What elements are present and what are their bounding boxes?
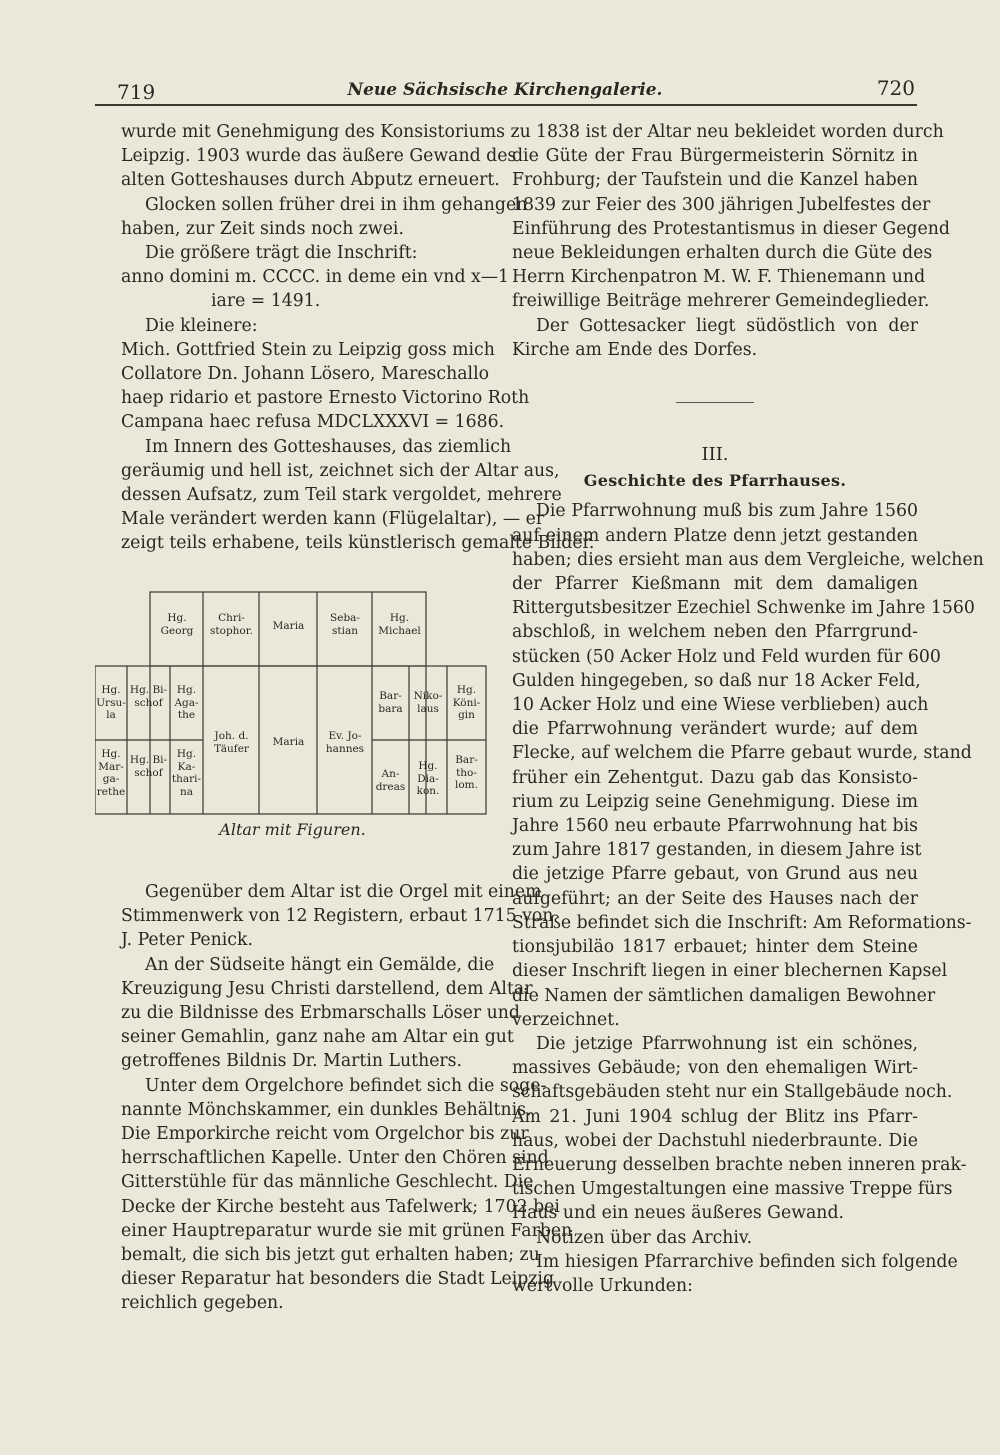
right-column — [512, 120, 984, 1298]
text-line: Im hiesigen Pfarrarchive befinden sich folgende — [536, 1251, 958, 1272]
page-number-right: 720 — [876, 76, 915, 100]
text-line: geräumig und hell ist, zeichnet sich der Altar aus, — [121, 460, 560, 481]
text-line: zeigt teils erhabene, teils künstlerisch gemalte Bilder. — [121, 533, 595, 554]
header-rule — [95, 104, 917, 106]
text-line: haben; dies ersieht man aus dem Vergleiche, welchen — [512, 549, 984, 570]
text-line: Leipzig. 1903 wurde das äußere Gewand des — [121, 146, 517, 167]
text-line: massives Gebäude; von den ehemaligen Wirt- — [512, 1058, 918, 1079]
text-line: freiwillige Beiträge mehrerer Gemeindeglieder. — [512, 291, 930, 312]
text-line: die jetzige Pfarre gebaut, von Grund aus neu — [512, 864, 918, 885]
paragraph-bells — [121, 193, 528, 241]
text-line: Campana haec refusa MDCLXXXVI = 1686. — [121, 412, 505, 433]
text-line: haben, zur Zeit sinds noch zwei. — [121, 218, 404, 239]
text-line: früher ein Zehentgut. Dazu gab das Konsisto- — [512, 767, 918, 788]
text-line: Frohburg; der Taufstein und die Kanzel haben — [512, 170, 918, 191]
altar-cell-bischof-2: Hg. Bi- schof — [129, 754, 168, 779]
text-line: nannte Mönchskammer, ein dunkles Behältnis. — [121, 1099, 532, 1120]
altar-cell-katharina: Hg. Ka- thari- na — [171, 748, 202, 798]
text-line: dieser Inschrift liegen in einer blechernen Kapsel — [512, 961, 948, 982]
text-line: auf einem andern Platze denn jetzt gestanden — [512, 525, 918, 546]
text-line: Gegenüber dem Altar ist die Orgel mit einem — [145, 882, 542, 902]
text-line: tionsjubiläo 1817 erbauet; hinter dem Steine — [512, 937, 918, 958]
page-number-left: 719 — [117, 80, 156, 104]
text-line: Mich. Gottfried Stein zu Leipzig goss mich — [121, 339, 495, 360]
text-line: die Namen der sämtlichen damaligen Bewohner — [512, 985, 936, 1006]
page-header — [95, 76, 915, 106]
text-line: Straße befindet sich die Inschrift: Am Reformations- — [512, 912, 972, 933]
text-line: Die kleinere: — [145, 315, 258, 336]
text-line: Gulden hingegeben, so daß nur 18 Acker Feld, — [512, 670, 921, 691]
altar-cell-sebastian: Seba- stian — [330, 612, 360, 637]
text-line: die Pfarrwohnung verändert wurde; auf dem — [512, 719, 918, 740]
text-line: Erneuerung desselben brachte neben inneren prak- — [512, 1154, 967, 1175]
altar-cell-diakon: Hg. Dia- kon. — [416, 760, 440, 797]
text-line: J. Peter Penick. — [121, 930, 253, 951]
text-line: seiner Gemahlin, ganz nahe am Altar ein gut — [121, 1027, 514, 1048]
paragraph-organ-loft — [121, 1074, 573, 1316]
text-line: herrschaftlichen Kapelle. Unter den Chören sind — [121, 1148, 549, 1169]
paragraph-consistory — [121, 120, 531, 193]
altar-cell-maria-top: Maria — [272, 620, 305, 632]
altar-cell-barbara: Bar- bara — [378, 690, 403, 715]
text-line: Notizen über das Archiv. — [536, 1227, 753, 1248]
text-line: iare = 1491. — [211, 291, 321, 312]
text-line: getroffenes Bildnis Dr. Martin Luthers. — [121, 1051, 463, 1072]
text-line: Rittergutsbesitzer Ezechiel Schwenke im Jahre 1560 — [512, 598, 975, 619]
section-title: Geschichte des Pfarrhauses. — [583, 471, 847, 491]
text-line: abschloß, in welchem neben den Pfarrgrund- — [512, 622, 918, 643]
text-line: stücken (50 Acker Holz und Feld wurden für 600 — [512, 646, 941, 667]
text-line: Die jetzige Pfarrwohnung ist ein schönes, — [536, 1033, 918, 1054]
text-line: Glocken sollen früher drei in ihm gehangen — [145, 194, 528, 215]
text-line: Die Pfarrwohnung muß bis zum Jahre 1560 — [536, 501, 918, 522]
section-separator — [676, 402, 754, 403]
paragraph-archive-notes — [512, 1226, 918, 1250]
text-line: die Güte der Frau Bürgermeisterin Sörnitz in — [512, 146, 918, 167]
text-line: 1839 zur Feier des 300 jährigen Jubelfestes der — [512, 194, 931, 215]
text-line: Am 21. Juni 1904 schlug der Blitz ins Pfarr- — [512, 1106, 918, 1127]
text-line: dieser Reparatur hat besonders die Stadt Leipzig — [121, 1269, 555, 1290]
text-line: tischen Umgestaltungen eine massive Treppe fürs — [512, 1179, 953, 1200]
paragraph-inscription-large — [121, 241, 510, 314]
text-line: schaftsgebäuden steht nur ein Stallgebäude noch. — [512, 1082, 953, 1103]
altar-cell-maria-center: Maria — [272, 736, 305, 748]
text-line: haep ridario et pastore Ernesto Victorino Roth — [121, 388, 530, 409]
altar-cell-ev-johannes: Ev. Jo- hannes — [325, 730, 365, 755]
text-line: wertvolle Urkunden: — [512, 1275, 693, 1296]
paragraph-archive-documents — [512, 1250, 958, 1298]
altar-cell-bischof-1: Hg. Bi- schof — [129, 684, 168, 709]
text-line: wurde mit Genehmigung des Konsistoriums zu — [121, 122, 531, 142]
altar-caption: Altar mit Figuren. — [219, 820, 366, 839]
paragraph-small-bell-label — [121, 314, 489, 338]
altar-cell-christophor: Chri- stophor. — [210, 612, 253, 637]
paragraph-parsonage-history — [512, 499, 984, 1031]
text-line: Die größere trägt die Inschrift: — [145, 243, 418, 264]
text-line: Collatore Dn. Johann Lösero, Mareschallo — [121, 364, 489, 385]
text-line: Haus und ein neues äußeres Gewand. — [512, 1203, 844, 1224]
text-line: 10 Acker Holz und eine Wiese verblieben) auch — [512, 695, 929, 716]
text-line: Stimmenwerk von 12 Registern, erbaut 1715 von — [121, 906, 554, 927]
text-line: Einführung des Protestantismus in dieser Gegend — [512, 218, 950, 239]
text-line: der Pfarrer Kießmann mit dem damaligen — [512, 574, 918, 595]
altar-figure-table — [95, 588, 490, 818]
text-line: bemalt, die sich bis jetzt gut erhalten haben; zu — [121, 1245, 540, 1266]
paragraph-current-parsonage — [512, 1032, 967, 1226]
text-line: dessen Aufsatz, zum Teil stark vergoldet, mehrere — [121, 485, 562, 506]
text-line: Im Innern des Gotteshauses, das ziemlich — [145, 436, 512, 457]
altar-cell-georg: Hg. Georg — [160, 612, 194, 637]
text-line: Die Emporkirche reicht vom Orgelchor bis zur — [121, 1124, 529, 1145]
text-line: Herrn Kirchenpatron M. W. F. Thienemann und — [512, 267, 926, 288]
text-line: Jahre 1560 neu erbaute Pfarrwohnung hat bis — [512, 816, 918, 837]
text-line: aufgeführt; an der Seite des Hauses nach der — [512, 888, 918, 909]
altar-cell-agathe: Hg. Aga- the — [174, 684, 199, 721]
text-line: Unter dem Orgelchore befindet sich die soge- — [145, 1075, 547, 1096]
text-line: anno domini m. CCCC. in deme ein vnd x—1 — [121, 267, 510, 288]
text-line: Gitterstühle für das männliche Geschlecht. Die — [121, 1172, 534, 1193]
text-line: Male verändert werden kann (Flügelaltar), — er — [121, 509, 545, 530]
paragraph-painting — [121, 953, 533, 1074]
altar-cell-margarethe: Hg. Mar- ga- rethe — [96, 748, 126, 798]
text-line: alten Gotteshauses durch Abputz erneuert. — [121, 170, 500, 191]
text-line: Der Gottesacker liegt südöstlich von der — [536, 315, 918, 336]
text-line: einer Hauptreparatur wurde sie mit grünen Farben — [121, 1220, 573, 1241]
altar-cell-ursula: Hg. Ursu- la — [96, 684, 126, 721]
text-line: Kreuzigung Jesu Christi darstellend, dem Altar — [121, 978, 533, 999]
text-line: 1838 ist der Altar neu bekleidet worden durch — [536, 122, 944, 142]
paragraph-inscription-small — [121, 338, 530, 435]
text-line: Kirche am Ende des Dorfes. — [512, 339, 758, 360]
paragraph-altar-1838 — [512, 120, 950, 314]
left-column — [121, 120, 595, 556]
altar-cell-koenigin: Hg. Köni- gin — [452, 684, 481, 721]
text-line: zu die Bildnisse des Erbmarschalls Löser und — [121, 1003, 520, 1024]
altar-cell-andreas: An- dreas — [375, 768, 406, 793]
text-line: rium zu Leipzig seine Genehmigung. Diese im — [512, 791, 918, 812]
text-line: An der Südseite hängt ein Gemälde, die — [145, 954, 495, 975]
text-line: verzeichnet. — [512, 1009, 620, 1030]
text-line: reichlich gegeben. — [121, 1293, 284, 1314]
altar-cell-bartholom: Bar- tho- lom. — [455, 754, 478, 791]
text-line: Decke der Kirche besteht aus Tafelwerk; 1702 bei — [121, 1196, 560, 1217]
paragraph-organ — [121, 880, 554, 953]
text-line: zum Jahre 1817 gestanden, in diesem Jahre ist — [512, 840, 922, 861]
text-line: haus, wobei der Dachstuhl niederbraunte. Die — [512, 1130, 918, 1151]
section-number: III. — [701, 444, 729, 466]
altar-cell-nikolaus: Niko- laus — [413, 690, 443, 715]
altar-cell-michael: Hg. Michael — [378, 612, 421, 637]
paragraph-cemetery — [512, 314, 918, 362]
text-line: neue Bekleidungen erhalten durch die Güte des — [512, 243, 933, 264]
paragraph-interior — [121, 435, 595, 556]
running-title: Neue Sächsische Kirchengalerie. — [347, 80, 663, 100]
altar-cell-johannes-taeufer: Joh. d. Täufer — [214, 730, 249, 755]
text-line: Flecke, auf welchem die Pfarre gebaut wurde, stand — [512, 743, 972, 764]
